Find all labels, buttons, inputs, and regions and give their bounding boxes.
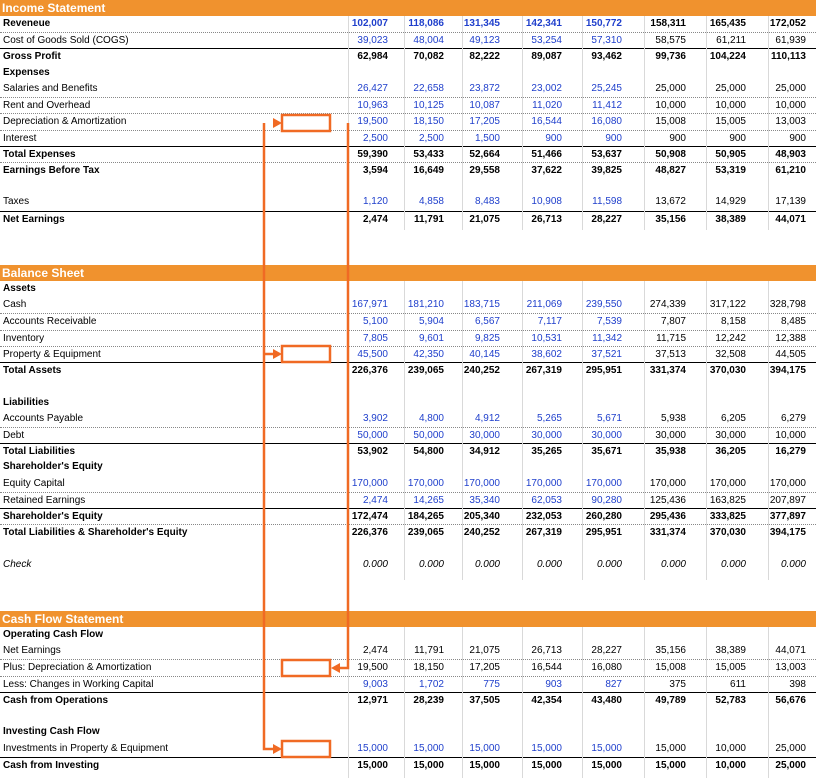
- cell-value[interactable]: 900: [729, 132, 746, 144]
- cell-value[interactable]: 15,000: [413, 759, 444, 771]
- cell-value[interactable]: 16,080: [591, 116, 622, 128]
- cell-value[interactable]: 42,354: [531, 694, 562, 706]
- cell-value[interactable]: 4,858: [418, 196, 444, 208]
- cell-value[interactable]: 38,389: [715, 213, 746, 225]
- cell-value[interactable]: 6,205: [720, 412, 746, 424]
- row-label: Liabilities: [3, 396, 50, 408]
- cell-value[interactable]: 170,000: [525, 477, 562, 489]
- cell-value[interactable]: 131,345: [463, 18, 500, 29]
- cell-value[interactable]: 1,702: [418, 678, 444, 690]
- cell-value[interactable]: 16,649: [413, 164, 444, 176]
- cell-value[interactable]: 11,342: [592, 332, 622, 344]
- cell-value[interactable]: 11,791: [413, 213, 444, 225]
- cell-value[interactable]: 25,000: [775, 759, 806, 771]
- cell-value[interactable]: 18,150: [413, 116, 444, 128]
- cell-value[interactable]: 53,254: [531, 35, 562, 47]
- row-label: Equity Capital: [3, 477, 65, 489]
- cell-value[interactable]: 10,000: [715, 759, 746, 771]
- row-label: Assets: [3, 283, 36, 294]
- cell-value[interactable]: 90,280: [591, 494, 622, 506]
- cell-value[interactable]: 211,069: [526, 299, 562, 311]
- cell-value[interactable]: 172,052: [769, 18, 806, 29]
- cell-value[interactable]: 4,800: [418, 412, 444, 424]
- cell-value[interactable]: 172,474: [351, 511, 388, 523]
- cell-value[interactable]: 15,000: [469, 742, 500, 754]
- cell-value[interactable]: 110,113: [770, 51, 806, 63]
- cell-value[interactable]: 26,427: [357, 82, 388, 94]
- cell-value[interactable]: 15,000: [469, 759, 500, 771]
- cell-value[interactable]: 2,474: [362, 494, 388, 506]
- cell-value[interactable]: 15,000: [591, 742, 622, 754]
- cell-value[interactable]: 205,340: [463, 511, 500, 523]
- row-label: Property & Equipment: [3, 348, 101, 360]
- row-label: Shareholder's Equity: [3, 511, 103, 523]
- cell-value[interactable]: 16,080: [591, 662, 622, 674]
- row-label: Investing Cash Flow: [3, 726, 100, 738]
- cell-value[interactable]: 16,544: [531, 116, 562, 128]
- cell-value[interactable]: 52,664: [469, 148, 500, 160]
- row-label: Depreciation & Amortization: [3, 116, 127, 128]
- cell-value[interactable]: 10,000: [775, 429, 806, 441]
- cell-value[interactable]: 30,000: [531, 429, 562, 441]
- cell-value[interactable]: 62,053: [531, 494, 562, 506]
- arrow-head-investment: [273, 744, 282, 754]
- cell-value[interactable]: 26,713: [531, 213, 562, 225]
- cell-value[interactable]: 240,252: [463, 365, 500, 377]
- arrow-head-depreciation: [273, 118, 282, 128]
- cell-value[interactable]: 15,005: [715, 116, 746, 128]
- cell-value[interactable]: 12,242: [715, 332, 746, 344]
- row-label: Total Liabilities & Shareholder's Equity: [3, 527, 188, 539]
- cell-value[interactable]: 7,805: [362, 332, 388, 344]
- cell-value[interactable]: 18,150: [413, 662, 444, 674]
- cell-value[interactable]: 16,279: [775, 446, 806, 458]
- cell-value[interactable]: 50,908: [655, 148, 686, 160]
- cell-value[interactable]: 23,872: [469, 82, 500, 94]
- cell-value[interactable]: 28,227: [591, 213, 622, 225]
- row-label: Gross Profit: [3, 51, 61, 63]
- cell-value[interactable]: 331,374: [649, 527, 686, 539]
- cell-value[interactable]: 317,122: [709, 299, 746, 311]
- cell-value[interactable]: 15,000: [357, 742, 388, 754]
- cell-value[interactable]: 48,827: [655, 164, 686, 176]
- cell-value[interactable]: 232,053: [525, 511, 562, 523]
- cell-value[interactable]: 328,798: [769, 299, 806, 311]
- row-label: Operating Cash Flow: [3, 629, 104, 640]
- cell-value[interactable]: 48,004: [413, 35, 444, 47]
- cell-value[interactable]: 30,000: [715, 429, 746, 441]
- row-label: Check: [3, 558, 32, 570]
- cell-value[interactable]: 118,086: [408, 18, 444, 29]
- cell-value[interactable]: 93,462: [591, 51, 622, 63]
- cell-value[interactable]: 99,736: [655, 51, 686, 63]
- cell-value[interactable]: 0.000: [780, 558, 806, 570]
- cell-value[interactable]: 3,902: [362, 412, 388, 424]
- cell-value[interactable]: 11,020: [532, 100, 562, 112]
- cell-value[interactable]: 295,436: [649, 511, 686, 523]
- cell-value[interactable]: 900: [605, 132, 622, 144]
- cell-value[interactable]: 903: [545, 678, 562, 690]
- cell-value[interactable]: 61,210: [775, 164, 806, 176]
- cell-value[interactable]: 15,008: [655, 116, 686, 128]
- cell-value[interactable]: 50,000: [413, 429, 444, 441]
- cell-value[interactable]: 375: [669, 678, 686, 690]
- cell-value[interactable]: 17,205: [469, 116, 500, 128]
- cell-value[interactable]: 398: [789, 678, 806, 690]
- cell-value[interactable]: 158,311: [650, 18, 686, 29]
- cell-value[interactable]: 50,905: [715, 148, 746, 160]
- cell-value[interactable]: 170,000: [709, 477, 746, 489]
- cell-value[interactable]: 10,531: [531, 332, 562, 344]
- cell-value[interactable]: 10,908: [531, 196, 562, 208]
- cell-value[interactable]: 53,319: [715, 164, 746, 176]
- arrow-head-property: [273, 349, 282, 359]
- cell-value[interactable]: 150,772: [585, 18, 622, 29]
- arrow-head-cf-depreciation: [331, 663, 340, 673]
- cell-value[interactable]: 14,929: [715, 196, 746, 208]
- cell-value[interactable]: 32,508: [715, 348, 746, 360]
- cashflow-section-header: Cash Flow Statement: [0, 611, 816, 627]
- cell-value[interactable]: 394,175: [769, 527, 806, 539]
- cell-value[interactable]: 8,483: [474, 196, 500, 208]
- cell-value[interactable]: 37,521: [591, 348, 622, 360]
- cell-value[interactable]: 181,210: [407, 299, 444, 311]
- cell-value[interactable]: 10,125: [413, 100, 444, 112]
- cell-value[interactable]: 13,672: [655, 196, 686, 208]
- cell-value[interactable]: 184,265: [407, 511, 444, 523]
- row-label: Plus: Depreciation & Amortization: [3, 662, 152, 674]
- cell-value[interactable]: 775: [483, 678, 500, 690]
- cell-value[interactable]: 56,676: [775, 694, 806, 706]
- cell-value[interactable]: 274,339: [649, 299, 686, 311]
- cell-value[interactable]: 82,222: [469, 51, 500, 63]
- cell-value[interactable]: 17,205: [469, 662, 500, 674]
- cell-value[interactable]: 5,671: [596, 412, 622, 424]
- connector-line-right: [336, 123, 348, 668]
- cell-value[interactable]: 5,938: [660, 412, 686, 424]
- cell-value[interactable]: 22,658: [413, 82, 444, 94]
- cell-value[interactable]: 10,000: [655, 100, 686, 112]
- cell-value[interactable]: 51,466: [531, 148, 562, 160]
- cell-value[interactable]: 0.000: [660, 558, 686, 570]
- cell-value[interactable]: 827: [605, 678, 622, 690]
- row-label: Reveneue: [3, 18, 51, 29]
- cell-value[interactable]: 207,897: [769, 494, 806, 506]
- cell-value[interactable]: 57,310: [591, 35, 622, 47]
- cell-value[interactable]: 15,000: [531, 742, 562, 754]
- cell-value[interactable]: 0.000: [362, 558, 388, 570]
- highlight-box-property: [282, 346, 330, 362]
- cell-value[interactable]: 102,007: [351, 18, 388, 29]
- row-label: Less: Changes in Working Capital: [3, 678, 154, 690]
- cell-value[interactable]: 61,211: [716, 35, 746, 47]
- cell-value[interactable]: 10,087: [469, 100, 500, 112]
- cell-value[interactable]: 9,601: [418, 332, 444, 344]
- cell-value[interactable]: 1,500: [474, 132, 500, 144]
- cell-value[interactable]: 15,005: [715, 662, 746, 674]
- cell-value[interactable]: 900: [545, 132, 562, 144]
- cell-value[interactable]: 11,715: [656, 332, 686, 344]
- cell-value[interactable]: 5,904: [418, 316, 444, 328]
- cell-value[interactable]: 28,239: [413, 694, 444, 706]
- cell-value[interactable]: 25,000: [775, 742, 806, 754]
- cell-value[interactable]: 62,984: [357, 51, 388, 63]
- row-label: Investments in Property & Equipment: [3, 742, 169, 754]
- cell-value[interactable]: 12,388: [775, 332, 806, 344]
- row-label: Earnings Before Tax: [3, 164, 100, 176]
- cell-value[interactable]: 370,030: [709, 365, 746, 377]
- cell-value[interactable]: 9,825: [474, 332, 500, 344]
- cell-value[interactable]: 104,224: [709, 51, 746, 63]
- cell-value[interactable]: 44,505: [775, 348, 806, 360]
- cell-value[interactable]: 30,000: [469, 429, 500, 441]
- cell-value[interactable]: 15,000: [357, 759, 388, 771]
- cell-value[interactable]: 30,000: [591, 429, 622, 441]
- cell-value[interactable]: 3,594: [362, 164, 388, 176]
- cell-value[interactable]: 53,902: [357, 446, 388, 458]
- cell-value[interactable]: 35,938: [655, 446, 686, 458]
- row-label: Total Expenses: [3, 148, 76, 160]
- cell-value[interactable]: 19,500: [357, 662, 388, 674]
- cell-value[interactable]: 170,000: [351, 477, 388, 489]
- cell-value[interactable]: 239,065: [407, 365, 444, 377]
- cell-value[interactable]: 36,205: [715, 446, 746, 458]
- cell-value[interactable]: 170,000: [769, 477, 806, 489]
- cell-value[interactable]: 15,008: [655, 662, 686, 674]
- cell-value[interactable]: 12,971: [357, 694, 388, 706]
- cell-value[interactable]: 70,082: [413, 51, 444, 63]
- cell-value[interactable]: 5,100: [362, 316, 388, 328]
- cell-value[interactable]: 35,156: [655, 213, 686, 225]
- cell-value[interactable]: 15,000: [655, 742, 686, 754]
- cell-value[interactable]: 239,550: [585, 299, 622, 311]
- cell-value[interactable]: 370,030: [709, 527, 746, 539]
- cell-value[interactable]: 45,500: [357, 348, 388, 360]
- cell-value[interactable]: 125,436: [649, 494, 686, 506]
- cell-value[interactable]: 25,245: [591, 82, 622, 94]
- cell-value[interactable]: 49,123: [469, 35, 500, 47]
- cell-value[interactable]: 6,567: [474, 316, 500, 328]
- row-label: Shareholder's Equity: [3, 461, 103, 473]
- cell-value[interactable]: 142,341: [525, 18, 562, 29]
- cell-value[interactable]: 28,227: [591, 645, 622, 657]
- cell-value[interactable]: 44,071: [775, 213, 806, 225]
- cell-value[interactable]: 34,912: [469, 446, 500, 458]
- cell-value[interactable]: 333,825: [709, 511, 746, 523]
- cell-value[interactable]: 38,389: [715, 645, 746, 657]
- cell-value[interactable]: 16,544: [531, 662, 562, 674]
- cell-value[interactable]: 267,319: [525, 365, 562, 377]
- row-label: Net Earnings: [3, 645, 61, 657]
- cell-value[interactable]: 35,156: [655, 645, 686, 657]
- cell-value[interactable]: 10,963: [357, 100, 388, 112]
- cell-value[interactable]: 170,000: [463, 477, 500, 489]
- row-label: Salaries and Benefits: [3, 82, 98, 94]
- cell-value[interactable]: 37,505: [469, 694, 500, 706]
- cell-value[interactable]: 1,120: [362, 196, 388, 208]
- cell-value[interactable]: 19,500: [357, 116, 388, 128]
- row-label: Net Earnings: [3, 213, 65, 225]
- cell-value[interactable]: 61,939: [775, 35, 806, 47]
- cell-value[interactable]: 377,897: [769, 511, 806, 523]
- cell-value[interactable]: 50,000: [357, 429, 388, 441]
- cell-value[interactable]: 54,800: [413, 446, 444, 458]
- row-label: Accounts Payable: [3, 412, 84, 424]
- cell-value[interactable]: 7,117: [537, 316, 562, 328]
- cell-value[interactable]: 8,485: [780, 316, 806, 328]
- cell-value[interactable]: 14,265: [413, 494, 444, 506]
- cell-value[interactable]: 295,951: [585, 365, 622, 377]
- row-label: Expenses: [3, 66, 50, 78]
- cell-value[interactable]: 5,265: [536, 412, 562, 424]
- cell-value[interactable]: 10,000: [715, 742, 746, 754]
- cell-value[interactable]: 0.000: [596, 558, 622, 570]
- cell-value[interactable]: 11,598: [592, 196, 622, 208]
- row-label: Accounts Receivable: [3, 316, 97, 328]
- highlight-box-cf-depreciation: [282, 660, 330, 676]
- income-section-header: Income Statement: [0, 0, 816, 16]
- cell-value[interactable]: 183,715: [463, 299, 500, 311]
- cell-value[interactable]: 611: [730, 678, 746, 690]
- cell-value[interactable]: 49,789: [655, 694, 686, 706]
- cell-value[interactable]: 10,000: [715, 100, 746, 112]
- cell-value[interactable]: 0.000: [720, 558, 746, 570]
- cell-value[interactable]: 240,252: [463, 527, 500, 539]
- cell-value[interactable]: 21,075: [469, 645, 500, 657]
- cell-value[interactable]: 43,480: [591, 694, 622, 706]
- cell-value[interactable]: 59,390: [357, 148, 388, 160]
- cell-value[interactable]: 15,000: [655, 759, 686, 771]
- cell-value[interactable]: 25,000: [775, 82, 806, 94]
- cell-value[interactable]: 7,807: [660, 316, 686, 328]
- cell-value[interactable]: 15,000: [413, 742, 444, 754]
- row-label: Interest: [3, 132, 37, 144]
- cell-value[interactable]: 8,158: [720, 316, 746, 328]
- cell-value[interactable]: 37,513: [655, 348, 686, 360]
- highlight-box-investment: [282, 741, 330, 757]
- row-label: Rent and Overhead: [3, 100, 91, 112]
- cell-value[interactable]: 25,000: [655, 82, 686, 94]
- cell-value[interactable]: 331,374: [649, 365, 686, 377]
- connector-line-left: [264, 123, 278, 749]
- cell-value[interactable]: 53,637: [591, 148, 622, 160]
- cell-value[interactable]: 38,602: [531, 348, 562, 360]
- cell-value[interactable]: 163,825: [709, 494, 746, 506]
- cell-value[interactable]: 10,000: [775, 100, 806, 112]
- cell-value[interactable]: 44,071: [775, 645, 806, 657]
- row-label: Retained Earnings: [3, 494, 86, 506]
- cell-value[interactable]: 17,139: [775, 196, 806, 208]
- cell-value[interactable]: 239,065: [407, 527, 444, 539]
- cell-value[interactable]: 2,500: [362, 132, 388, 144]
- cell-value[interactable]: 48,903: [775, 148, 806, 160]
- cell-value[interactable]: 295,951: [585, 527, 622, 539]
- cell-value[interactable]: 53,433: [413, 148, 444, 160]
- cell-value[interactable]: 9,003: [362, 678, 388, 690]
- cell-value[interactable]: 7,539: [596, 316, 622, 328]
- cell-value[interactable]: 13,003: [775, 116, 806, 128]
- cell-value[interactable]: 170,000: [649, 477, 686, 489]
- cell-value[interactable]: 900: [789, 132, 806, 144]
- cell-value[interactable]: 42,350: [413, 348, 444, 360]
- cell-value[interactable]: 89,087: [531, 51, 562, 63]
- cell-value[interactable]: 15,000: [531, 759, 562, 771]
- cell-value[interactable]: 165,435: [709, 18, 746, 29]
- cell-value[interactable]: 26,713: [531, 645, 562, 657]
- row-label: Total Liabilities: [3, 446, 76, 458]
- row-label: Cash from Investing: [3, 759, 100, 771]
- cell-value[interactable]: 2,474: [362, 645, 388, 657]
- cell-value[interactable]: 900: [669, 132, 686, 144]
- cell-value[interactable]: 2,474: [362, 213, 388, 225]
- cell-value[interactable]: 25,000: [715, 82, 746, 94]
- cell-value[interactable]: 58,575: [655, 35, 686, 47]
- cell-value[interactable]: 11,412: [592, 100, 622, 112]
- row-label: Cost of Goods Sold (COGS): [3, 35, 129, 47]
- cell-value[interactable]: 167,971: [351, 299, 388, 311]
- cell-value[interactable]: 11,791: [414, 645, 444, 657]
- cell-value[interactable]: 39,825: [591, 164, 622, 176]
- cell-value[interactable]: 4,912: [474, 412, 500, 424]
- cell-value[interactable]: 170,000: [585, 477, 622, 489]
- cell-value[interactable]: 40,145: [469, 348, 500, 360]
- cell-value[interactable]: 13,003: [775, 662, 806, 674]
- cell-value[interactable]: 170,000: [407, 477, 444, 489]
- cell-value[interactable]: 23,002: [531, 82, 562, 94]
- cell-value[interactable]: 35,340: [469, 494, 500, 506]
- cell-value[interactable]: 2,500: [418, 132, 444, 144]
- cell-value[interactable]: 21,075: [469, 213, 500, 225]
- cell-value[interactable]: 267,319: [525, 527, 562, 539]
- cell-value[interactable]: 39,023: [357, 35, 388, 47]
- cell-value[interactable]: 6,279: [780, 412, 806, 424]
- cell-value[interactable]: 260,280: [585, 511, 622, 523]
- cell-value[interactable]: 15,000: [591, 759, 622, 771]
- row-label: Total Assets: [3, 365, 62, 377]
- cell-value[interactable]: 0.000: [474, 558, 500, 570]
- row-label: Inventory: [3, 332, 45, 344]
- cell-value[interactable]: 0.000: [418, 558, 444, 570]
- cell-value[interactable]: 226,376: [351, 527, 388, 539]
- highlight-box-depreciation: [282, 115, 330, 131]
- cell-value[interactable]: 30,000: [655, 429, 686, 441]
- cell-value[interactable]: 35,265: [531, 446, 562, 458]
- balance-section-header: Balance Sheet: [0, 265, 816, 281]
- cell-value[interactable]: 37,622: [531, 164, 562, 176]
- cell-value[interactable]: 52,783: [715, 694, 746, 706]
- row-label: Cash: [3, 299, 27, 311]
- cell-value[interactable]: 29,558: [469, 164, 500, 176]
- row-label: Debt: [3, 429, 25, 441]
- cell-value[interactable]: 35,671: [591, 446, 622, 458]
- cell-value[interactable]: 0.000: [536, 558, 562, 570]
- cell-value[interactable]: 226,376: [351, 365, 388, 377]
- row-label: Taxes: [3, 196, 30, 208]
- cell-value[interactable]: 394,175: [769, 365, 806, 377]
- row-label: Cash from Operations: [3, 694, 109, 706]
